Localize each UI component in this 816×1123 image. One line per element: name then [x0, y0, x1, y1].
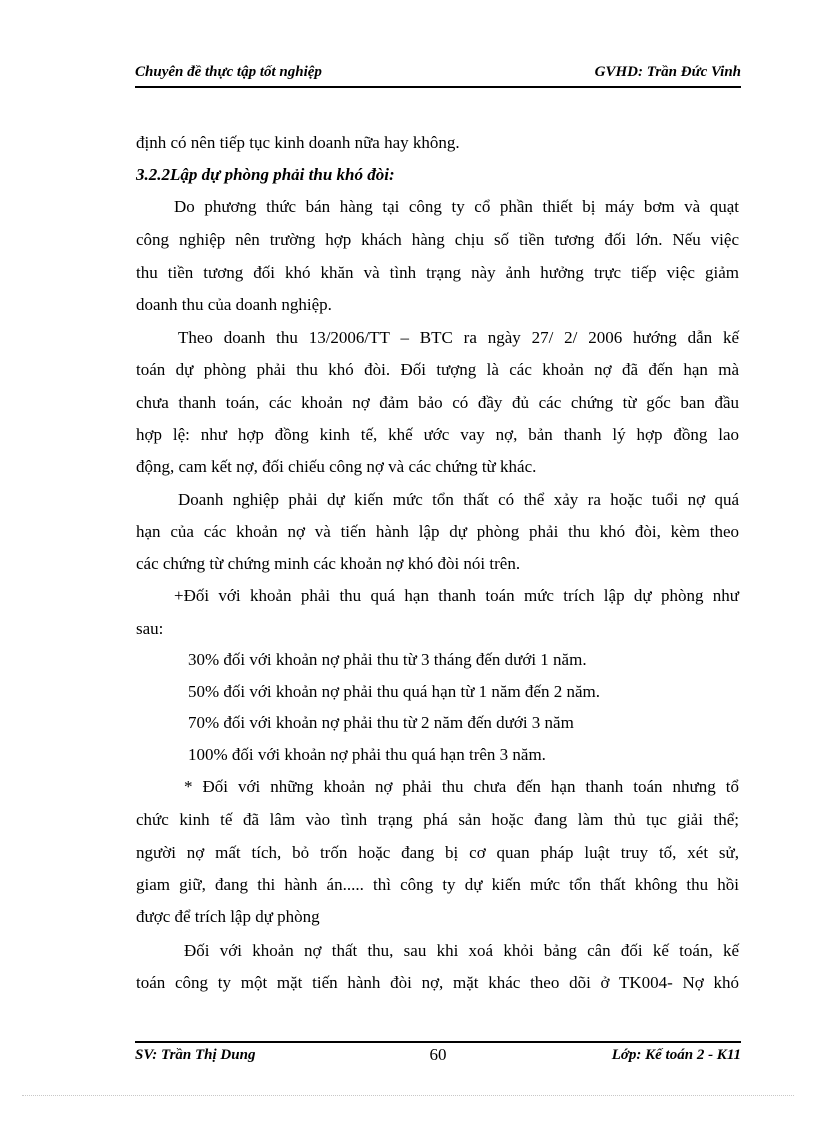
header-title: Chuyên đề thực tập tốt nghiệp [135, 64, 322, 80]
text-line: hạn của các khoản nợ và tiến hành lập dự phòng phải thu khó đòi, kèm theo [136, 522, 739, 541]
text-line: chức kinh tế đã lâm vào tình trạng phá sản hoặc đang làm thủ tục giải thể; [136, 810, 739, 829]
text-line: doanh thu của doanh nghiệp. [136, 295, 332, 314]
text-line: giam giữ, đang thi hành án..... thì công ty dự kiến mức tổn thất không thu hồi [136, 875, 739, 894]
text-line: Theo doanh thu 13/2006/TT – BTC ra ngày 27/ 2/ 2006 hướng dẫn kế [178, 328, 739, 347]
text-line: toán dự phòng phải thu khó đòi. Đối tượng là các khoản nợ đã đến hạn mà [136, 360, 739, 379]
page-header [135, 62, 741, 88]
text-line: các chứng từ chứng minh các khoản nợ khó đòi nói trên. [136, 554, 521, 573]
text-line: hợp lệ: như hợp đồng kinh tế, khế ước vay nợ, bản thanh lý hợp đồng lao [136, 425, 739, 444]
text-line: động, cam kết nợ, đối chiếu công nợ và các chứng từ khác. [136, 457, 537, 476]
text-line: người nợ mất tích, bỏ trốn hoặc đang bị cơ quan pháp luật truy tố, xét sử, [136, 843, 739, 862]
text-line: Doanh nghiệp phải dự kiến mức tổn thất có thể xảy ra hoặc tuổi nợ quá [178, 490, 739, 509]
text-line: toán công ty một mặt tiến hành đòi nợ, mặt khác theo dõi ở TK004- Nợ khó [136, 973, 739, 992]
text-line: Đối với khoản nợ thất thu, sau khi xoá khỏi bảng cân đối kế toán, kế [184, 941, 739, 960]
text-line: sau: [136, 619, 164, 638]
footer-student: SV: Trần Thị Dung [135, 1047, 256, 1063]
text-line: được để trích lập dự phòng [136, 907, 320, 926]
text-line: công nghiệp nên trường hợp khách hàng chịu số tiền tương đối lớn. Nếu việc [136, 230, 739, 249]
list-item: 100% đối với khoản nợ phải thu quá hạn trên 3 năm. [188, 745, 546, 764]
text-line: chưa thanh toán, các khoản nợ đảm bảo có đầy đủ các chứng từ gốc ban đầu [136, 393, 739, 412]
footer-class: Lớp: Kế toán 2 - K11 [611, 1047, 741, 1063]
list-item: 70% đối với khoản nợ phải thu từ 2 năm đến dưới 3 năm [188, 713, 574, 732]
text-line: +Đối với khoản phải thu quá hạn thanh toán mức trích lập dự phòng như [174, 586, 739, 605]
page-break-divider [22, 1095, 794, 1096]
section-heading: 3.2.2Lập dự phòng phải thu khó đòi: [136, 165, 395, 184]
list-item: 50% đối với khoản nợ phải thu quá hạn từ 1 năm đến 2 năm. [188, 682, 600, 701]
text-line: Do phương thức bán hàng tại công ty cổ phần thiết bị máy bơm và quạt [174, 197, 739, 216]
page-number: 60 [429, 1045, 447, 1064]
page-footer [135, 1041, 741, 1073]
text-line: thu tiền tương đối khó khăn và tình trạng này ảnh hưởng trực tiếp việc giảm [136, 263, 739, 282]
text-line: định có nên tiếp tục kinh doanh nữa hay không. [136, 133, 460, 152]
list-item: 30% đối với khoản nợ phải thu từ 3 tháng đến dưới 1 năm. [188, 650, 587, 669]
header-advisor: GVHD: Trần Đức Vinh [594, 64, 741, 80]
text-line: * Đối với những khoản nợ phải thu chưa đến hạn thanh toán nhưng tổ [184, 777, 739, 796]
